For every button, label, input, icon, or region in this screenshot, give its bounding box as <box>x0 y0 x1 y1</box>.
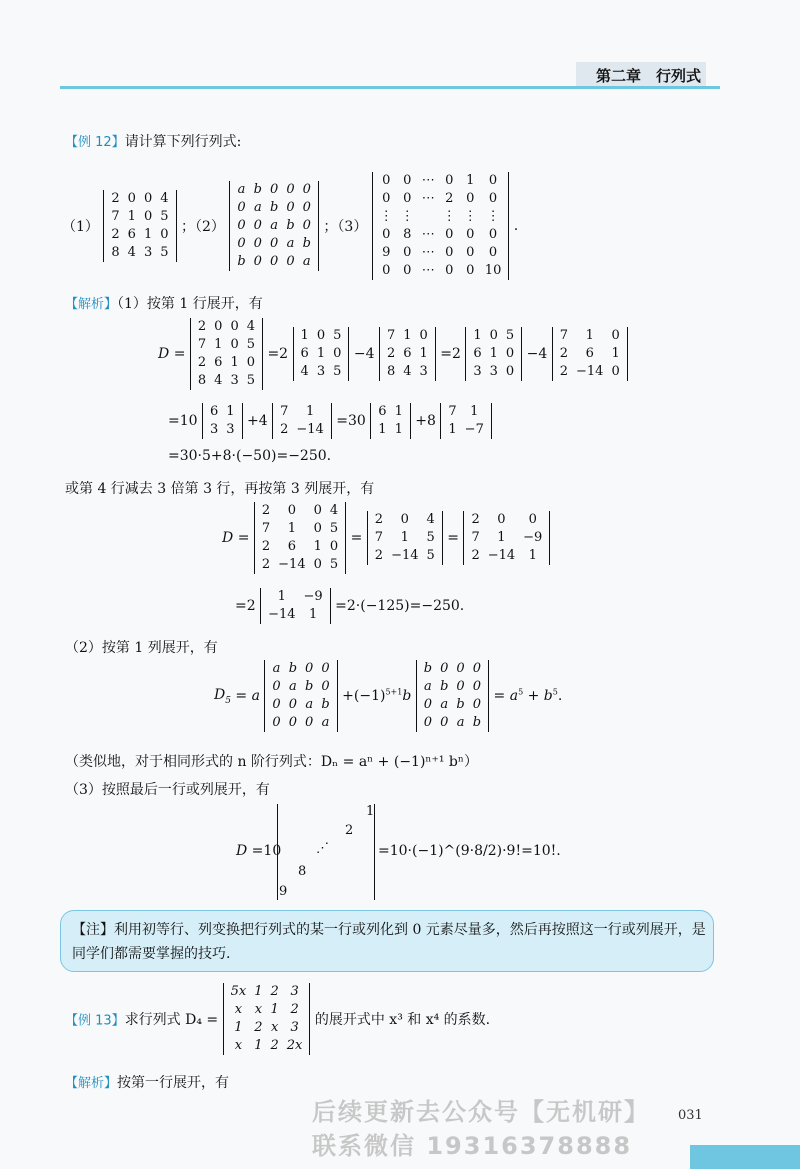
problem-label-1: （1） <box>62 219 99 235</box>
minor-4: 7 1 0 2 6 1 2 −14 0 <box>552 327 628 381</box>
example-13-suffix: 的展开式中 x³ 和 x⁴ 的系数. <box>314 1012 491 1028</box>
minor-2x2-3: 6 1 1 1 <box>370 403 411 439</box>
minor-d5-1: a b 0 0 0 a b 0 0 0 a b 0 0 0 a <box>264 660 337 732</box>
equation-expansion-row1: D = 2 0 0 4 7 1 0 5 2 6 1 0 8 4 3 5 =2 1 0 5 6 1 0 4 3 5 −4 7 1 0 2 6 1 8 4 3 =2 1 0 5 6 1 0 3 3 0 −4 7 1 0 2 6 1 2 −14 0 <box>158 318 628 390</box>
matrix-d-alt: 2 0 0 4 7 1 0 5 2 6 1 0 2 −14 0 5 <box>254 502 346 574</box>
solution-3-result: =10·(−1)^(9·8/2)·9!=10!. <box>378 843 561 859</box>
equation-expansion-row2: =10 6 1 3 3 +4 7 1 2 −14 =30 6 1 1 1 +8 7 1 1 −7 <box>168 403 492 439</box>
antidiag-dots: ⋰ <box>316 841 329 856</box>
antidiag-1: 1 <box>366 804 375 819</box>
minor-alt-1: 2 0 4 7 1 5 2 −14 5 <box>367 511 443 565</box>
example-12-prompt: 请计算下列行列式: <box>124 134 242 150</box>
minor-3: 1 0 5 6 1 0 3 3 0 <box>465 327 522 381</box>
similar-note: （类似地，对于相同形式的 n 阶行列式：Dₙ = aⁿ + (−1)ⁿ⁺¹ bⁿ） <box>65 754 478 770</box>
minor-2x2-4: 7 1 1 −7 <box>440 403 491 439</box>
equation-result-1: =30·5+8·(−50)=−250. <box>168 448 332 464</box>
example-13 <box>65 983 490 1055</box>
alt-result-text: =2·(−125)=−250. <box>335 598 465 614</box>
antidiag-8: 8 <box>298 864 307 879</box>
minor-1: 1 0 5 6 1 0 4 3 5 <box>293 327 350 381</box>
minor-d5-2: b 0 0 0 a b 0 0 0 a b 0 0 0 a b <box>416 660 489 732</box>
matrix-problem-1: 2 0 0 4 7 1 0 5 2 6 1 0 8 4 3 5 <box>103 190 176 262</box>
antidiag-9: 9 <box>279 884 288 899</box>
minor-alt-3: 1 −9 −14 1 <box>260 588 331 624</box>
minor-alt-2: 2 0 0 7 1 −9 2 −14 1 <box>463 511 550 565</box>
solution-3-intro: （3）按照最后一行或列展开，有 <box>65 782 270 798</box>
solution-13-heading <box>65 1072 229 1092</box>
minor-2x2-1: 6 1 3 3 <box>202 403 243 439</box>
problem-label-3: ；（3） <box>323 219 368 235</box>
solution-13-tag: 【解析】 <box>65 1076 118 1091</box>
matrix-d: 2 0 0 4 7 1 0 5 2 6 1 0 8 4 3 5 <box>190 318 263 390</box>
equation-d5: $D_5 = a$ a b 0 0 0 a b 0 0 0 a b 0 0 0 a $+(-1)^{5+1}b$ b 0 0 0 a b 0 0 0 a b 0 0 0 a b = $a^5 + b^5$. <box>214 661 563 730</box>
note-text: 【注】利用初等行、列变换把行列式的某一行或列化到 0 元素尽量多，然后再按照这一行或列展开，是同学们都需要掌握的技巧. <box>72 922 706 962</box>
solution-tag: 【解析】 <box>65 297 118 312</box>
example-12-problems <box>62 172 518 280</box>
example-13-prompt: 求行列式 D₄ = <box>124 1012 219 1028</box>
solution-2-intro: （2）按第 1 列展开，有 <box>65 640 218 656</box>
header-rule <box>60 86 720 89</box>
matrix-problem-2: a b 0 0 0 0 a b 0 0 0 0 a b 0 0 0 0 a b b 0 0 0 a <box>229 181 319 271</box>
watermark-line-1: 后续更新去公众号【无机研】 <box>312 1098 650 1126</box>
footer-band <box>690 1145 800 1169</box>
d-label-3: D =10 <box>236 843 282 859</box>
alternative-method-text: 或第 4 行减去 3 倍第 3 行，再按第 3 列展开，有 <box>65 481 375 497</box>
solution-1-intro: （1）按第 1 行展开，有 <box>117 296 263 312</box>
matrix-example-13: 5x 1 2 3 x x 1 2 1 2 x 3 x 1 2 2x <box>223 983 311 1055</box>
example-12-tag: 【例 12】 <box>65 135 125 150</box>
equation-alt-row1: D = 2 0 0 4 7 1 0 5 2 6 1 0 2 −14 0 5 = 2 0 4 7 1 5 2 −14 5 = 2 0 0 7 1 −9 2 −14 1 <box>222 502 550 574</box>
matrix-problem-3: 0 0 ⋯ 0 1 0 0 0 ⋯ 2 0 0 ⋮ ⋮ ⋮ ⋮ ⋮ 0 8 ⋯ 0 0 0 9 0 ⋯ 0 0 0 0 0 ⋯ 0 0 10 <box>372 172 510 280</box>
problem-end: . <box>513 218 519 234</box>
solution-1-heading <box>65 293 263 313</box>
minor-2: 7 1 0 2 6 1 8 4 3 <box>379 327 436 381</box>
det-left-bar <box>277 804 278 900</box>
problem-label-2: ；（2） <box>180 219 225 235</box>
chapter-title: 第二章 行列式 <box>596 67 702 85</box>
equation-alt-row2: =2 1 −9 −14 1 =2·(−125)=−250. <box>235 589 465 622</box>
antidiag-2: 2 <box>345 823 354 838</box>
watermark-line-2: 联系微信 19316378888 <box>312 1132 633 1160</box>
example-12-heading <box>65 131 241 151</box>
example-13-tag: 【例 13】 <box>65 1013 125 1029</box>
solution-13-intro: 按第一行展开，有 <box>117 1075 230 1091</box>
page-number: 031 <box>678 1108 703 1123</box>
minor-2x2-2: 7 1 2 −14 <box>272 403 332 439</box>
